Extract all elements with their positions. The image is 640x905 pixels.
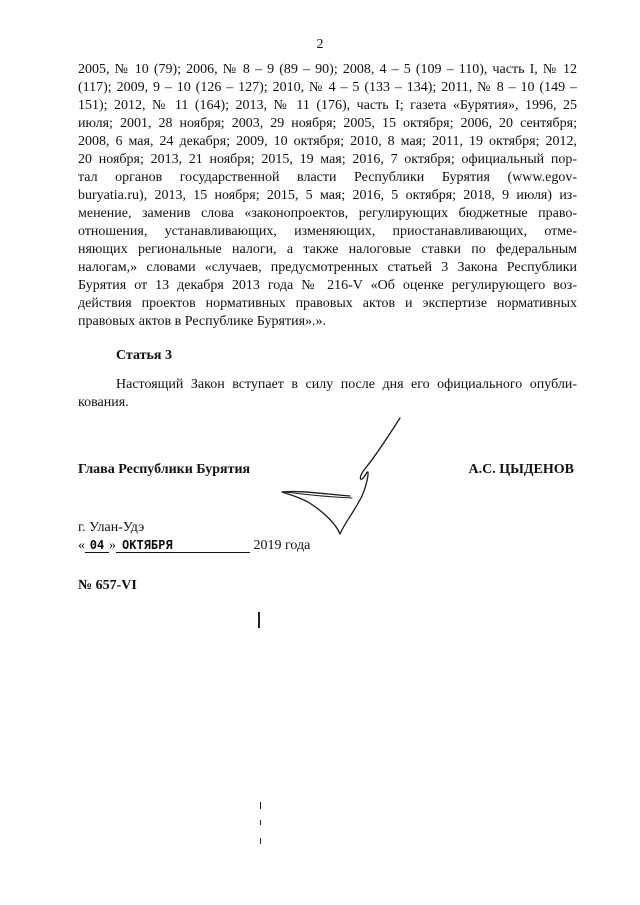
body-line: налогам,» словами «случаев, предусмотренных статьей 3 Закона Республики xyxy=(78,260,577,275)
scan-mark xyxy=(260,820,261,825)
body-line: 2008, 6 мая, 24 декабря; 2009, 10 октября; 2010, 8 мая; 2011, 19 октября; 2012, xyxy=(78,134,577,149)
date-month: ОКТЯБРЯ xyxy=(116,538,250,553)
body-line: отношения, устанавливающих, изменяющих, приостанавливающих, отме- xyxy=(78,224,577,239)
body-line: правовых актов в Республике Бурятия».». xyxy=(78,314,327,329)
law-number: № 657-VI xyxy=(78,578,137,593)
date-day: 04 xyxy=(85,538,109,553)
date-close-quote: » xyxy=(109,538,116,553)
body-line: няющих региональные налоги, а также налоговые ставки по федеральным xyxy=(78,242,577,257)
body-line: менение, заменив слова «законопроектов, регулирующих бюджетные право- xyxy=(78,206,577,221)
handwritten-signature xyxy=(278,412,418,542)
body-line: действия проектов нормативных правовых актов и экспертизе нормативных xyxy=(78,296,577,311)
signing-date xyxy=(78,538,310,554)
date-year: 2019 года xyxy=(253,538,311,553)
scan-mark xyxy=(260,838,261,844)
signature-title: Глава Республики Бурятия xyxy=(78,462,251,477)
scan-mark xyxy=(258,612,260,628)
date-open-quote: « xyxy=(78,538,85,553)
body-line: июля; 2001, 28 ноября; 2003, 29 ноября; 2005, 15 октября; 2006, 20 сентября; xyxy=(78,116,577,131)
body-line: Бурятия от 13 декабря 2013 года № 216-V «Об оценке регулирующего воз- xyxy=(78,278,577,293)
body-line: 151); 2012, № 11 (164); 2013, № 11 (176), часть I; газета «Бурятия», 1996, 25 xyxy=(78,98,577,113)
scan-mark xyxy=(260,802,261,809)
signatory-name: А.С. ЦЫДЕНОВ xyxy=(468,462,574,477)
body-line: (117); 2009, 9 – 10 (126 – 127); 2010, № 4 – 5 (133 – 134); 2011, № 8 – 10 (149 – xyxy=(78,80,577,95)
place-of-signing: г. Улан-Удэ xyxy=(78,520,145,535)
body-line: 20 ноября; 2013, 21 ноября; 2015, 19 мая; 2016, 7 октября; официальный пор- xyxy=(78,152,577,167)
body-line: тал органов государственной власти Республики Бурятия (www.egov- xyxy=(78,170,577,185)
article-text-line: кования. xyxy=(78,395,129,410)
body-line: 2005, № 10 (79); 2006, № 8 – 9 (89 – 90); 2008, 4 – 5 (109 – 110), часть I, № 12 xyxy=(78,62,577,77)
body-line: buryatia.ru), 2013, 15 ноября; 2015, 5 мая; 2016, 5 октября; 2018, 9 июля) из- xyxy=(78,188,577,203)
article-text-line: Настоящий Закон вступает в силу после дня его официального опубли- xyxy=(116,377,577,392)
article-heading: Статья 3 xyxy=(116,348,172,363)
page-number: 2 xyxy=(316,37,324,52)
